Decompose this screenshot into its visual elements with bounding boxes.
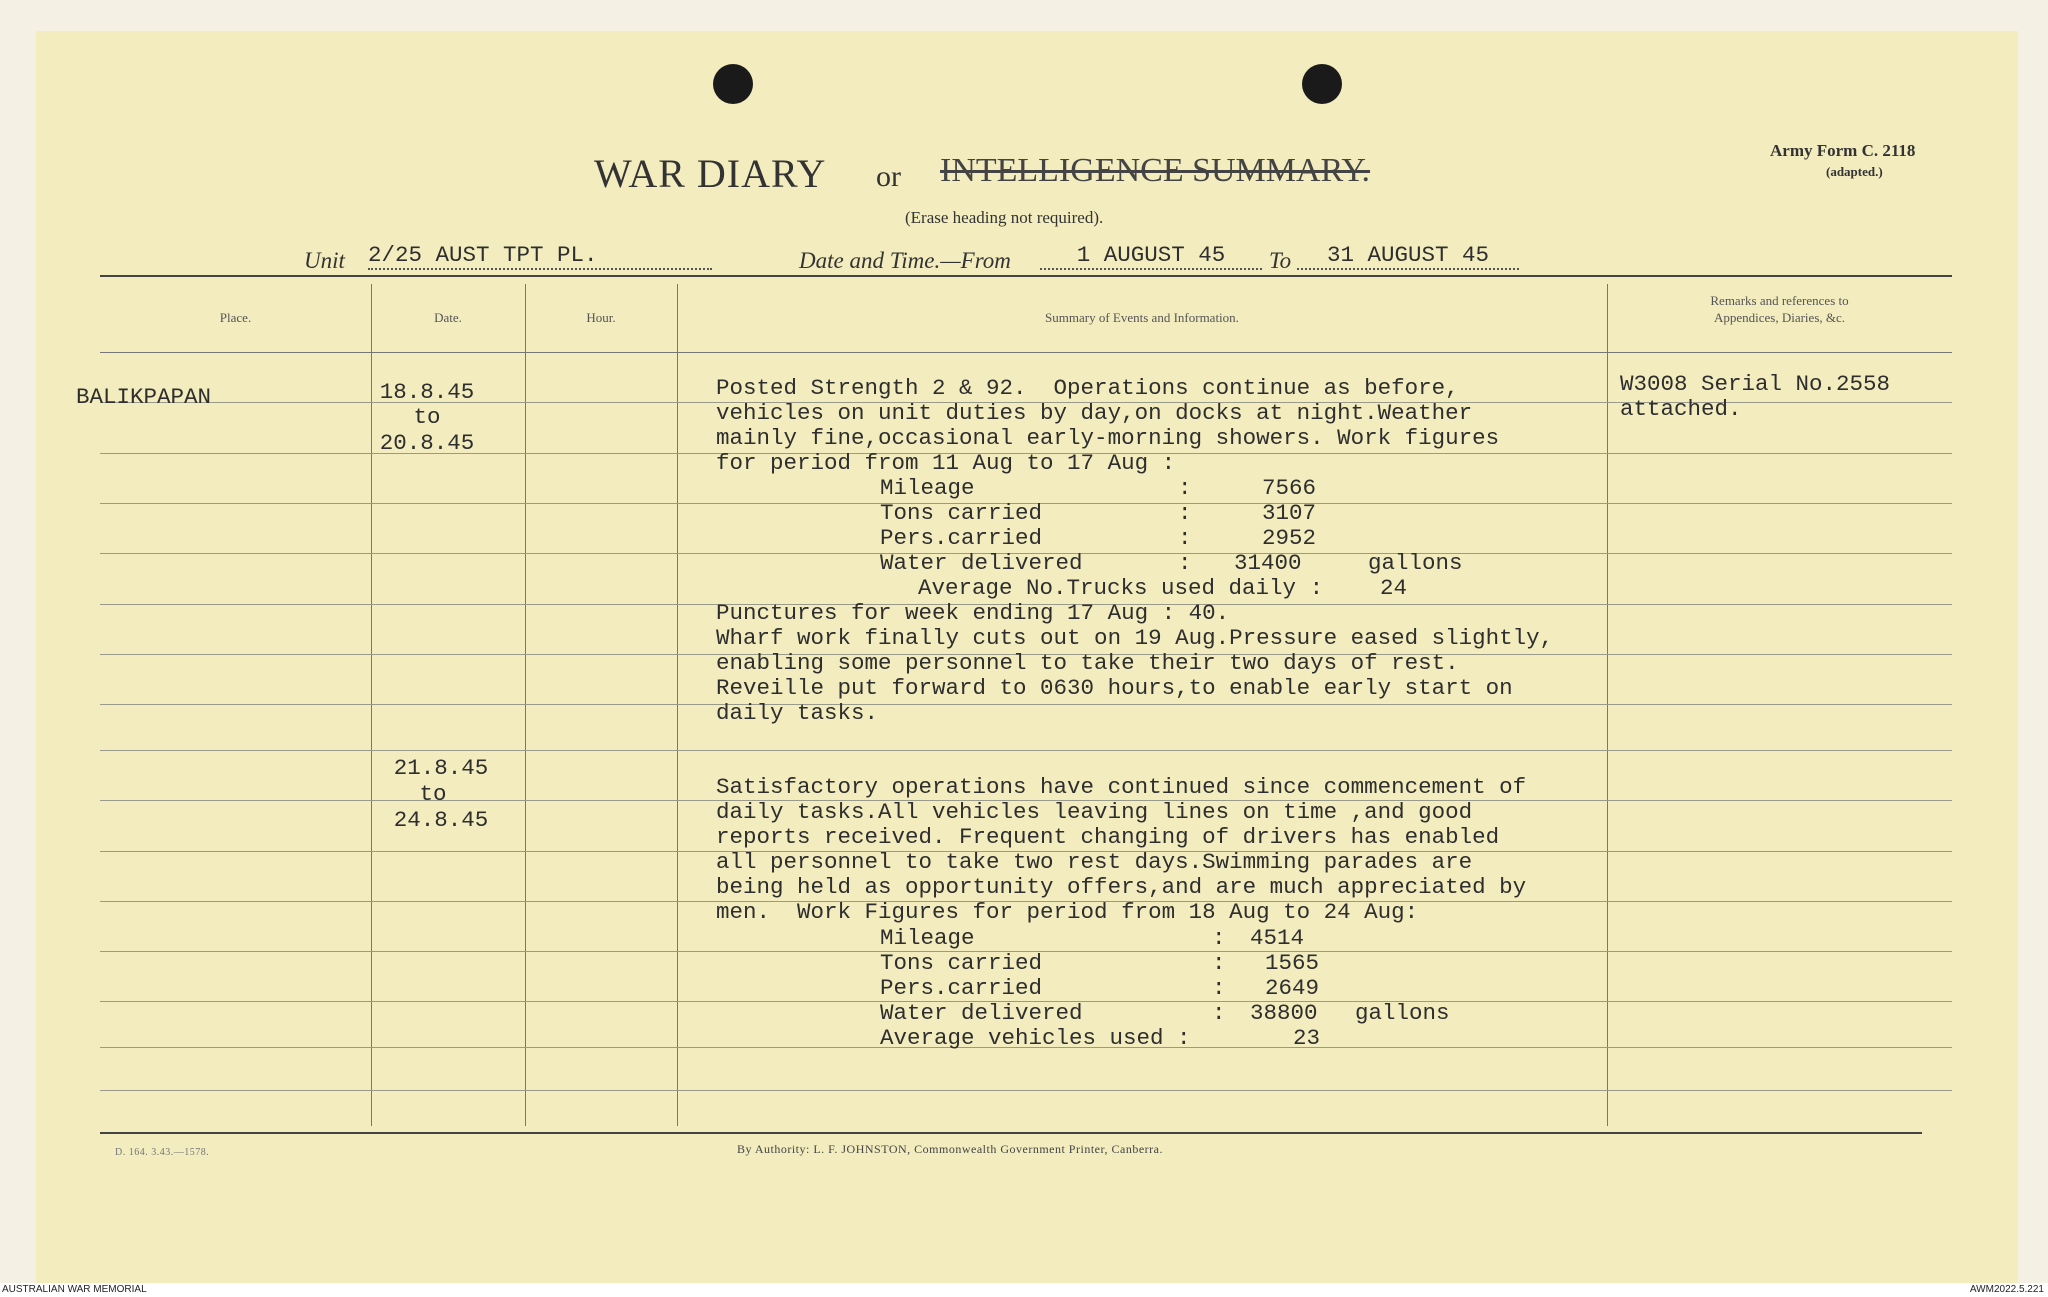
archive-name: AUSTRALIAN WAR MEMORIAL [2, 1284, 147, 1295]
header-summary: Summary of Events and Information. [1045, 310, 1239, 325]
entry1-figure-value: 24 [1380, 575, 1408, 601]
print-code: D. 164. 3.43.—1578. [115, 1147, 210, 1158]
entry1-place: BALIKPAPAN [76, 384, 212, 410]
col-divider-date [525, 284, 526, 1126]
entry1-figure-label: Water delivered [880, 550, 1083, 576]
entry2-summary-line5: being held as opportunity offers,and are much appreciated by [716, 874, 1527, 900]
entry1-date-to-word: to [413, 404, 441, 430]
entry1-figure-label: Pers.carried [880, 525, 1043, 551]
entry2-summary-line6: men. Work Figures for period from 18 Aug to 24 Aug: [716, 899, 1419, 925]
entry2-figure-label: Pers.carried [880, 975, 1043, 1001]
date-from: 1 AUGUST 45 [1040, 243, 1262, 270]
entry2-summary-line1: Satisfactory operations have continued since commencement of [716, 774, 1527, 800]
entry2-summary-line3: reports received. Frequent changing of drivers has enabled [716, 824, 1500, 850]
entry2-figure-value: 2649 [1265, 975, 1320, 1001]
date-time-label: Date and Time.—From [799, 248, 1011, 273]
header-date: Date. [434, 310, 462, 325]
col-divider-hour [677, 284, 678, 1126]
header-place: Place. [219, 310, 252, 325]
entry2-summary-line4: all personnel to take two rest days.Swimming parades are [716, 849, 1473, 875]
entry1-figure-label: Average No.Trucks used daily : [918, 575, 1324, 601]
date-to: 31 AUGUST 45 [1297, 243, 1519, 270]
punch-hole-right [1302, 64, 1342, 104]
entry1-summary-line2: vehicles on unit duties by day,on docks at night.Weather [716, 400, 1473, 426]
archive-reference: AWM2022.5.221 [1969, 1284, 2044, 1295]
title-or: or [876, 160, 901, 193]
header-hour: Hour. [586, 310, 616, 325]
title-war-diary: WAR DIARY [594, 151, 827, 196]
entry2-date-to-word: to [419, 781, 447, 807]
entry1-figure-label: Tons carried [880, 500, 1043, 526]
erase-note: (Erase heading not required). [905, 208, 1104, 227]
entry2-figure-label: Average vehicles used : [880, 1025, 1191, 1051]
entry1-summary-line4: for period from 11 Aug to 17 Aug : [716, 450, 1176, 476]
entry1-summary-after-line5: daily tasks. [716, 700, 879, 726]
entry2-figure-label: Water delivered [880, 1000, 1083, 1026]
unit-label: Unit [304, 248, 345, 273]
entry2-figure-value: 1565 [1265, 950, 1320, 976]
entry1-summary-after-line2: Wharf work finally cuts out on 19 Aug.Pressure eased slightly, [716, 625, 1554, 651]
entry1-summary-after-line1: Punctures for week ending 17 Aug : 40. [716, 600, 1230, 626]
adapted-label: (adapted.) [1826, 164, 1883, 179]
entry1-remarks-line2: attached. [1620, 396, 1742, 422]
printer-authority: By Authority: L. F. JOHNSTON, Commonwealth Government Printer, Canberra. [737, 1142, 1163, 1156]
punch-hole-left [713, 64, 753, 104]
entry1-date-to: 20.8.45 [379, 430, 475, 456]
entry1-figure-value: 2952 [1262, 525, 1317, 551]
entry1-remarks-line1: W3008 Serial No.2558 [1620, 371, 1891, 397]
entry1-summary-after-line4: Reveille put forward to 0630 hours,to enable early start on [716, 675, 1513, 701]
entry2-date-from: 21.8.45 [393, 755, 489, 781]
entry1-figure-value: 7566 [1262, 475, 1317, 501]
col-divider-summary [1607, 284, 1608, 1126]
header-remarks-line2: Appendices, Diaries, &c. [1713, 310, 1846, 325]
entry1-figure-value: 31400 [1234, 550, 1302, 576]
entry1-figure-label: Mileage [880, 475, 975, 501]
entry2-figure-value: 4514 [1250, 925, 1305, 951]
unit-value: 2/25 AUST TPT PL. [368, 243, 712, 270]
entry2-figure-label: Tons carried [880, 950, 1043, 976]
entry2-figure-label: Mileage [880, 925, 975, 951]
entry2-figure-unit: gallons [1355, 1000, 1450, 1026]
header-remarks-line1: Remarks and references to [1710, 293, 1849, 308]
entry2-date-to: 24.8.45 [393, 807, 489, 833]
entry1-summary-line3: mainly fine,occasional early-morning showers. Work figures [716, 425, 1500, 451]
entry2-figure-value: 23 [1293, 1025, 1321, 1051]
entry2-summary-line2: daily tasks.All vehicles leaving lines on time ,and good [716, 799, 1473, 825]
caption-strip [0, 1283, 2048, 1297]
army-form-label: Army Form C. 2118 [1770, 141, 1916, 160]
entry2-figure-value: 38800 [1250, 1000, 1318, 1026]
entry1-figure-value: 3107 [1262, 500, 1317, 526]
entry1-summary-after-line3: enabling some personnel to take their two days of rest. [716, 650, 1459, 676]
table-bottom-rule [100, 1132, 1922, 1134]
entry1-summary-line1: Posted Strength 2 & 92. Operations continue as before, [716, 375, 1459, 401]
to-label: To [1269, 248, 1292, 273]
entry1-date-from: 18.8.45 [379, 379, 475, 405]
table-top-rule [100, 275, 1952, 277]
entry1-figure-unit: gallons [1368, 550, 1463, 576]
title-intelligence-summary-struck: INTELLIGENCE SUMMARY. [940, 152, 1371, 189]
